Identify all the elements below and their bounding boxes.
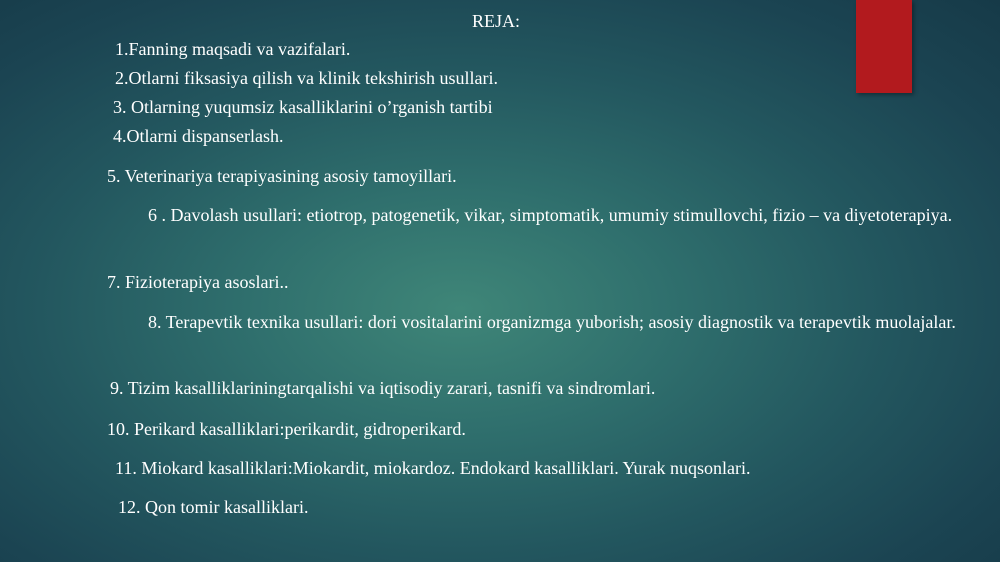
list-item-6: 6 . Davolash usullari: etiotrop, patogenetik, vikar, simptomatik, umumiy stimullovchi, fizio – va diyetoterapiya.: [148, 205, 953, 225]
list-item-9: 9. Tizim kasalliklariningtarqalishi va iqtisodiy zarari, tasnifi va sindromlari.: [110, 378, 656, 398]
list-item-2: 2.Otlarni fiksasiya qilish va klinik tekshirish usullari.: [115, 68, 498, 88]
list-item-10: 10. Perikard kasalliklari:perikardit, gidroperikard.: [107, 419, 466, 439]
list-item-7: 7. Fizioterapiya asoslari..: [107, 272, 289, 292]
list-item-12: 12. Qon tomir kasalliklari.: [118, 497, 309, 517]
list-item-5: 5. Veterinariya terapiyasining asosiy tamoyillari.: [107, 166, 457, 186]
list-item-1: 1.Fanning maqsadi va vazifalari.: [115, 39, 351, 59]
list-item-8: 8. Terapevtik texnika usullari: dori vositalarini organizmga yuborish; asosiy diagnostik va terapevtik muolajalar.: [148, 312, 956, 332]
slide-title: REJA:: [471, 11, 520, 31]
list-item-3: 3. Otlarning yuqumsiz kasalliklarini o’rganish tartibi: [113, 97, 493, 117]
list-item-4: 4.Otlarni dispanserlash.: [113, 126, 284, 146]
list-item-11: 11. Miokard kasalliklari:Miokardit, miokardoz. Endokard kasalliklari. Yurak nuqsonlari.: [115, 458, 751, 478]
